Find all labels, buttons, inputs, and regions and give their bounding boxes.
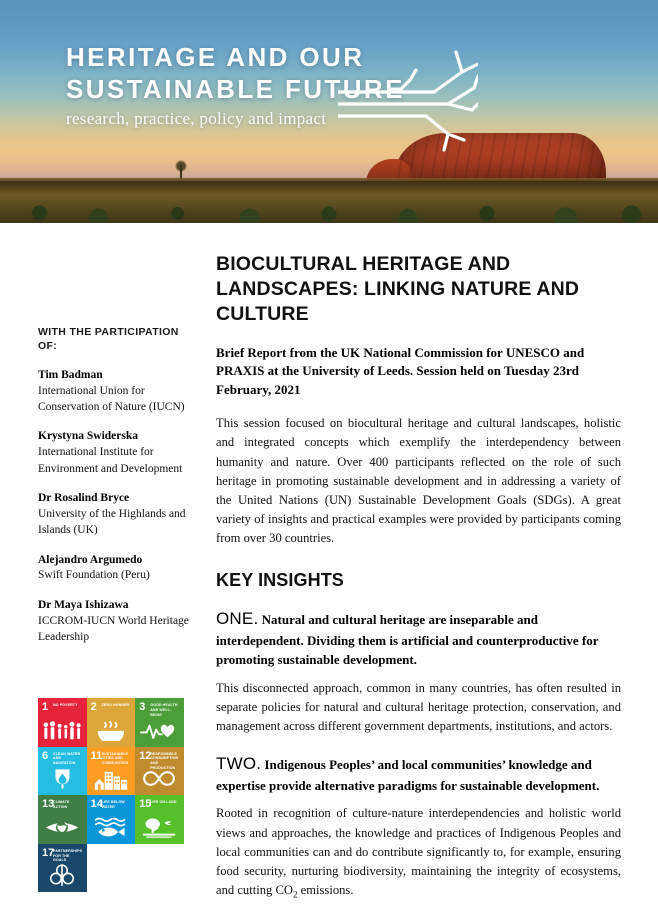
sdg-caption: ZERO HUNGER	[101, 703, 130, 707]
participant-org: Swift Foundation (Peru)	[38, 569, 150, 582]
sdg-tile-17[interactable]	[38, 844, 87, 893]
sdg-number: 14	[90, 798, 103, 811]
sdg-caption: RESPONSIBLE CONSUMPTION AND PRODUCTION	[150, 751, 179, 771]
sdg-tile-15[interactable]	[135, 795, 184, 844]
logo-tagline: research, practice, policy and impact	[66, 109, 327, 129]
sdg-tree-bird-icon	[135, 814, 184, 841]
sdg-tile-11[interactable]	[87, 747, 136, 796]
co2-subscript: 2	[292, 889, 298, 900]
participant-name: Alejandro Argumedo	[38, 553, 143, 566]
sdg-tile-12[interactable]	[135, 747, 184, 796]
sdg-number: 12	[139, 749, 152, 762]
sdg-caption: CLEAN WATER AND SANITATION	[53, 751, 81, 766]
insight-one	[216, 607, 621, 736]
banner-logo	[66, 42, 586, 129]
insight-lead	[216, 752, 621, 795]
participant-org: International Union for Conservation of Nature (IUCN)	[38, 384, 185, 413]
participant-name: Krystyna Swiderska	[38, 430, 138, 443]
participant-org: University of the Highlands and Islands (UK)	[38, 507, 186, 537]
branch-icon	[338, 46, 478, 156]
desert-ground	[0, 181, 658, 223]
insight-lead	[216, 607, 621, 669]
insight-body: This disconnected approach, common in many countries, has often resulted in separate policies for natural and cultural heritage protection, conservation, and management across different government departments, institutions, and actors.	[216, 680, 621, 733]
sdg-caption: LIFE BELOW WATER	[101, 800, 125, 810]
sdg-tile-14[interactable]	[87, 795, 136, 844]
insight-ordinal: TWO.	[216, 753, 262, 773]
insight-ordinal: ONE.	[216, 609, 259, 629]
participant-name: Tim Badman	[38, 368, 103, 381]
sdg-tile-13[interactable]	[38, 795, 87, 844]
sdg-infinity-icon	[135, 765, 184, 792]
insight-body	[216, 804, 621, 902]
sdg-caption: GOOD HEALTH AND WELL-BEING	[150, 703, 178, 717]
participant-entry	[38, 491, 190, 539]
sdg-heartbeat-icon	[135, 717, 184, 744]
sdg-water-drop-icon	[38, 765, 87, 792]
participant-org: ICCROM-IUCN World Heritage Leadership	[38, 614, 189, 644]
sdg-city-icon	[87, 765, 136, 792]
participant-entry	[38, 429, 190, 477]
participant-name: Dr Maya Ishizawa	[38, 598, 129, 611]
sdg-number: 17	[42, 846, 55, 859]
sdg-tile-6[interactable]	[38, 747, 87, 796]
participants-sidebar	[38, 326, 190, 645]
sdg-number: 13	[42, 798, 55, 811]
insight-body-part-1: Rooted in recognition of culture-nature interdependencies and holistic world views and approaches, the knowledge and practices of Indigenous Peoples and local communities can and do contribute significantly to, for example, ensuring food security, nurturing biodiversity, maintaining the integrity of ecosystems, and cutting CO	[216, 806, 621, 897]
insight-two	[216, 752, 621, 902]
sdg-number: 2	[90, 701, 97, 713]
banner-photo	[0, 0, 658, 223]
sdg-fish-icon	[87, 814, 136, 841]
sdg-caption: LIFE ON LAND	[150, 800, 177, 805]
insight-lead-text: Indigenous Peoples’ and local communities’ knowledge and expertise provide alternative paradigms for sustainable development.	[216, 756, 600, 793]
participant-entry	[38, 368, 190, 416]
sdg-caption: PARTNERSHIPS FOR THE GOALS	[53, 848, 83, 863]
insight-body-part-2: emissions.	[297, 883, 354, 897]
sdg-bowl-icon	[87, 717, 136, 744]
page-title: BIOCULTURAL HERITAGE AND LANDSCAPES: LINKING NATURE AND CULTURE	[216, 253, 580, 325]
insight-lead-text: Natural and cultural heritage are inseparable and interdependent. Dividing them is artificial and counterproductive for promoting sustainable development.	[216, 612, 599, 667]
sdg-number: 15	[139, 798, 152, 811]
participant-name: Dr Rosalind Bryce	[38, 491, 130, 504]
sdg-caption: NO POVERTY	[53, 703, 78, 707]
sdg-number: 3	[139, 701, 146, 713]
sdg-tile-1[interactable]	[38, 698, 87, 747]
participant-org: International Institute for Environment and Development	[38, 446, 183, 475]
sdg-goals-grid	[38, 698, 184, 892]
logo-line-2: SUSTAINABLE FUTURE	[66, 73, 405, 104]
intro-paragraph: This session focused on biocultural heritage and cultural landscapes, holistic and integrated concepts which exemplify the interdependency between humanity and nature. Over 400 participants reflected on the role of such heritage in promoting sustainable development and in addressing a variety of the United Nations (UN) Sustainable Development Goals (SDGs). A great variety of insights and practical examples were provided by participants coming from over 30 countries.	[216, 416, 621, 546]
sdg-eye-earth-icon	[38, 814, 87, 841]
sdg-partnership-rings-icon	[38, 862, 87, 889]
sdg-people-icon	[38, 717, 87, 744]
logo-line-1: HERITAGE AND OUR	[66, 42, 365, 72]
sdg-caption: SUSTAINABLE CITIES AND COMMUNITIES	[101, 751, 129, 766]
sdg-caption: CLIMATE ACTION	[53, 800, 70, 810]
sidebar-heading: WITH THE PARTICIPATION OF:	[38, 326, 179, 352]
sdg-number: 11	[90, 749, 103, 762]
main-content	[216, 252, 621, 902]
sdg-number: 6	[42, 749, 49, 762]
sdg-tile-3[interactable]	[135, 698, 184, 747]
key-insights-heading: KEY INSIGHTS	[216, 570, 344, 591]
participant-entry	[38, 553, 190, 584]
sdg-number: 1	[42, 701, 49, 713]
report-subtitle: Brief Report from the UK National Commission for UNESCO and PRAXIS at the University of Leeds. Session held on Tuesday 23rd February, 2021	[216, 344, 585, 397]
participant-entry	[38, 598, 190, 646]
sdg-tile-2[interactable]	[87, 698, 136, 747]
